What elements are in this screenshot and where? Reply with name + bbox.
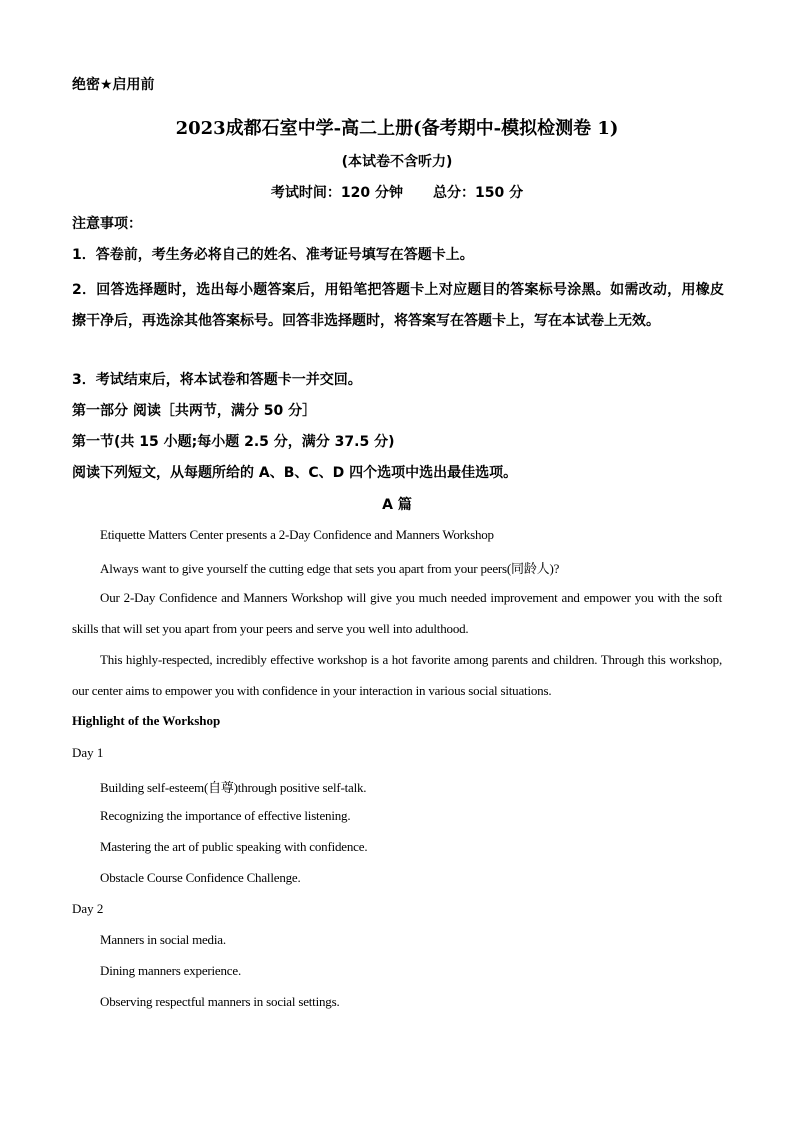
highlight-heading: Highlight of the Workshop [72,713,221,728]
exam-subtitle: (本试卷不含听力) [341,154,453,170]
day2-item: Manners in social media. [100,932,226,947]
day2-label: Day 2 [72,901,104,916]
exam-time-score [0,182,794,202]
exam-time: 考试时间：120 分钟 [270,185,403,201]
day1-item: Recognizing the importance of effective listening. [100,808,351,823]
day1-item: Obstacle Course Confidence Challenge. [100,870,301,885]
exam-title: 2023成都石室中学-高二上册(备考期中-模拟检测卷 1) [175,118,619,139]
secret-label: 绝密★启用前 [72,77,155,93]
notes-heading: 注意事项： [72,216,142,232]
day2-item: Observing respectful manners in social settings. [100,994,340,1009]
reading-instruction: 阅读下列短文，从每题所给的 A、B、C、D 四个选项中选出最佳选项。 [72,465,518,481]
passage-paragraph-2: This highly-respected, incredibly effective workshop is a hot favorite among parents and children. Through this workshop, our center aims to empower you with confidence in your interaction in various social situations. [72,652,722,698]
note-item-1: 1．答卷前，考生务必将自己的姓名、准考证号填写在答题卡上。 [72,247,474,263]
day2-item: Dining manners experience. [100,963,241,978]
day1-label: Day 1 [72,745,104,760]
section-heading: 第一节(共 15 小题;每小题 2.5 分，满分 37.5 分) [72,434,395,450]
passage-label: A 篇 [382,497,412,513]
day1-item: Building self-esteem(自尊)through positive self-talk. [100,780,367,795]
note-item-2: 2．回答选择题时，选出每小题答案后，用铅笔把答题卡上对应题目的答案标号涂黑。如需改动，用橡皮擦干净后，再选涂其他答案标号。回答非选择题时，将答案写在答题卡上，写在本试卷上无效。 [72,282,724,329]
note-item-3: 3．考试结束后，将本试卷和答题卡一并交回。 [72,372,362,388]
exam-score: 总分：150 分 [433,185,524,201]
part-heading: 第一部分 阅读［共两节，满分 50 分］ [72,403,317,419]
passage-line-2: Always want to give yourself the cutting edge that sets you apart from your peers(同龄人)? [100,561,560,576]
passage-line-1: Etiquette Matters Center presents a 2-Day Confidence and Manners Workshop [100,527,494,542]
passage-paragraph-1: Our 2-Day Confidence and Manners Workshop will give you much needed improvement and empower you with the soft skills that will set you apart from your peers and serve you well into adulthood. [72,590,722,636]
day1-item: Mastering the art of public speaking with confidence. [100,839,368,854]
